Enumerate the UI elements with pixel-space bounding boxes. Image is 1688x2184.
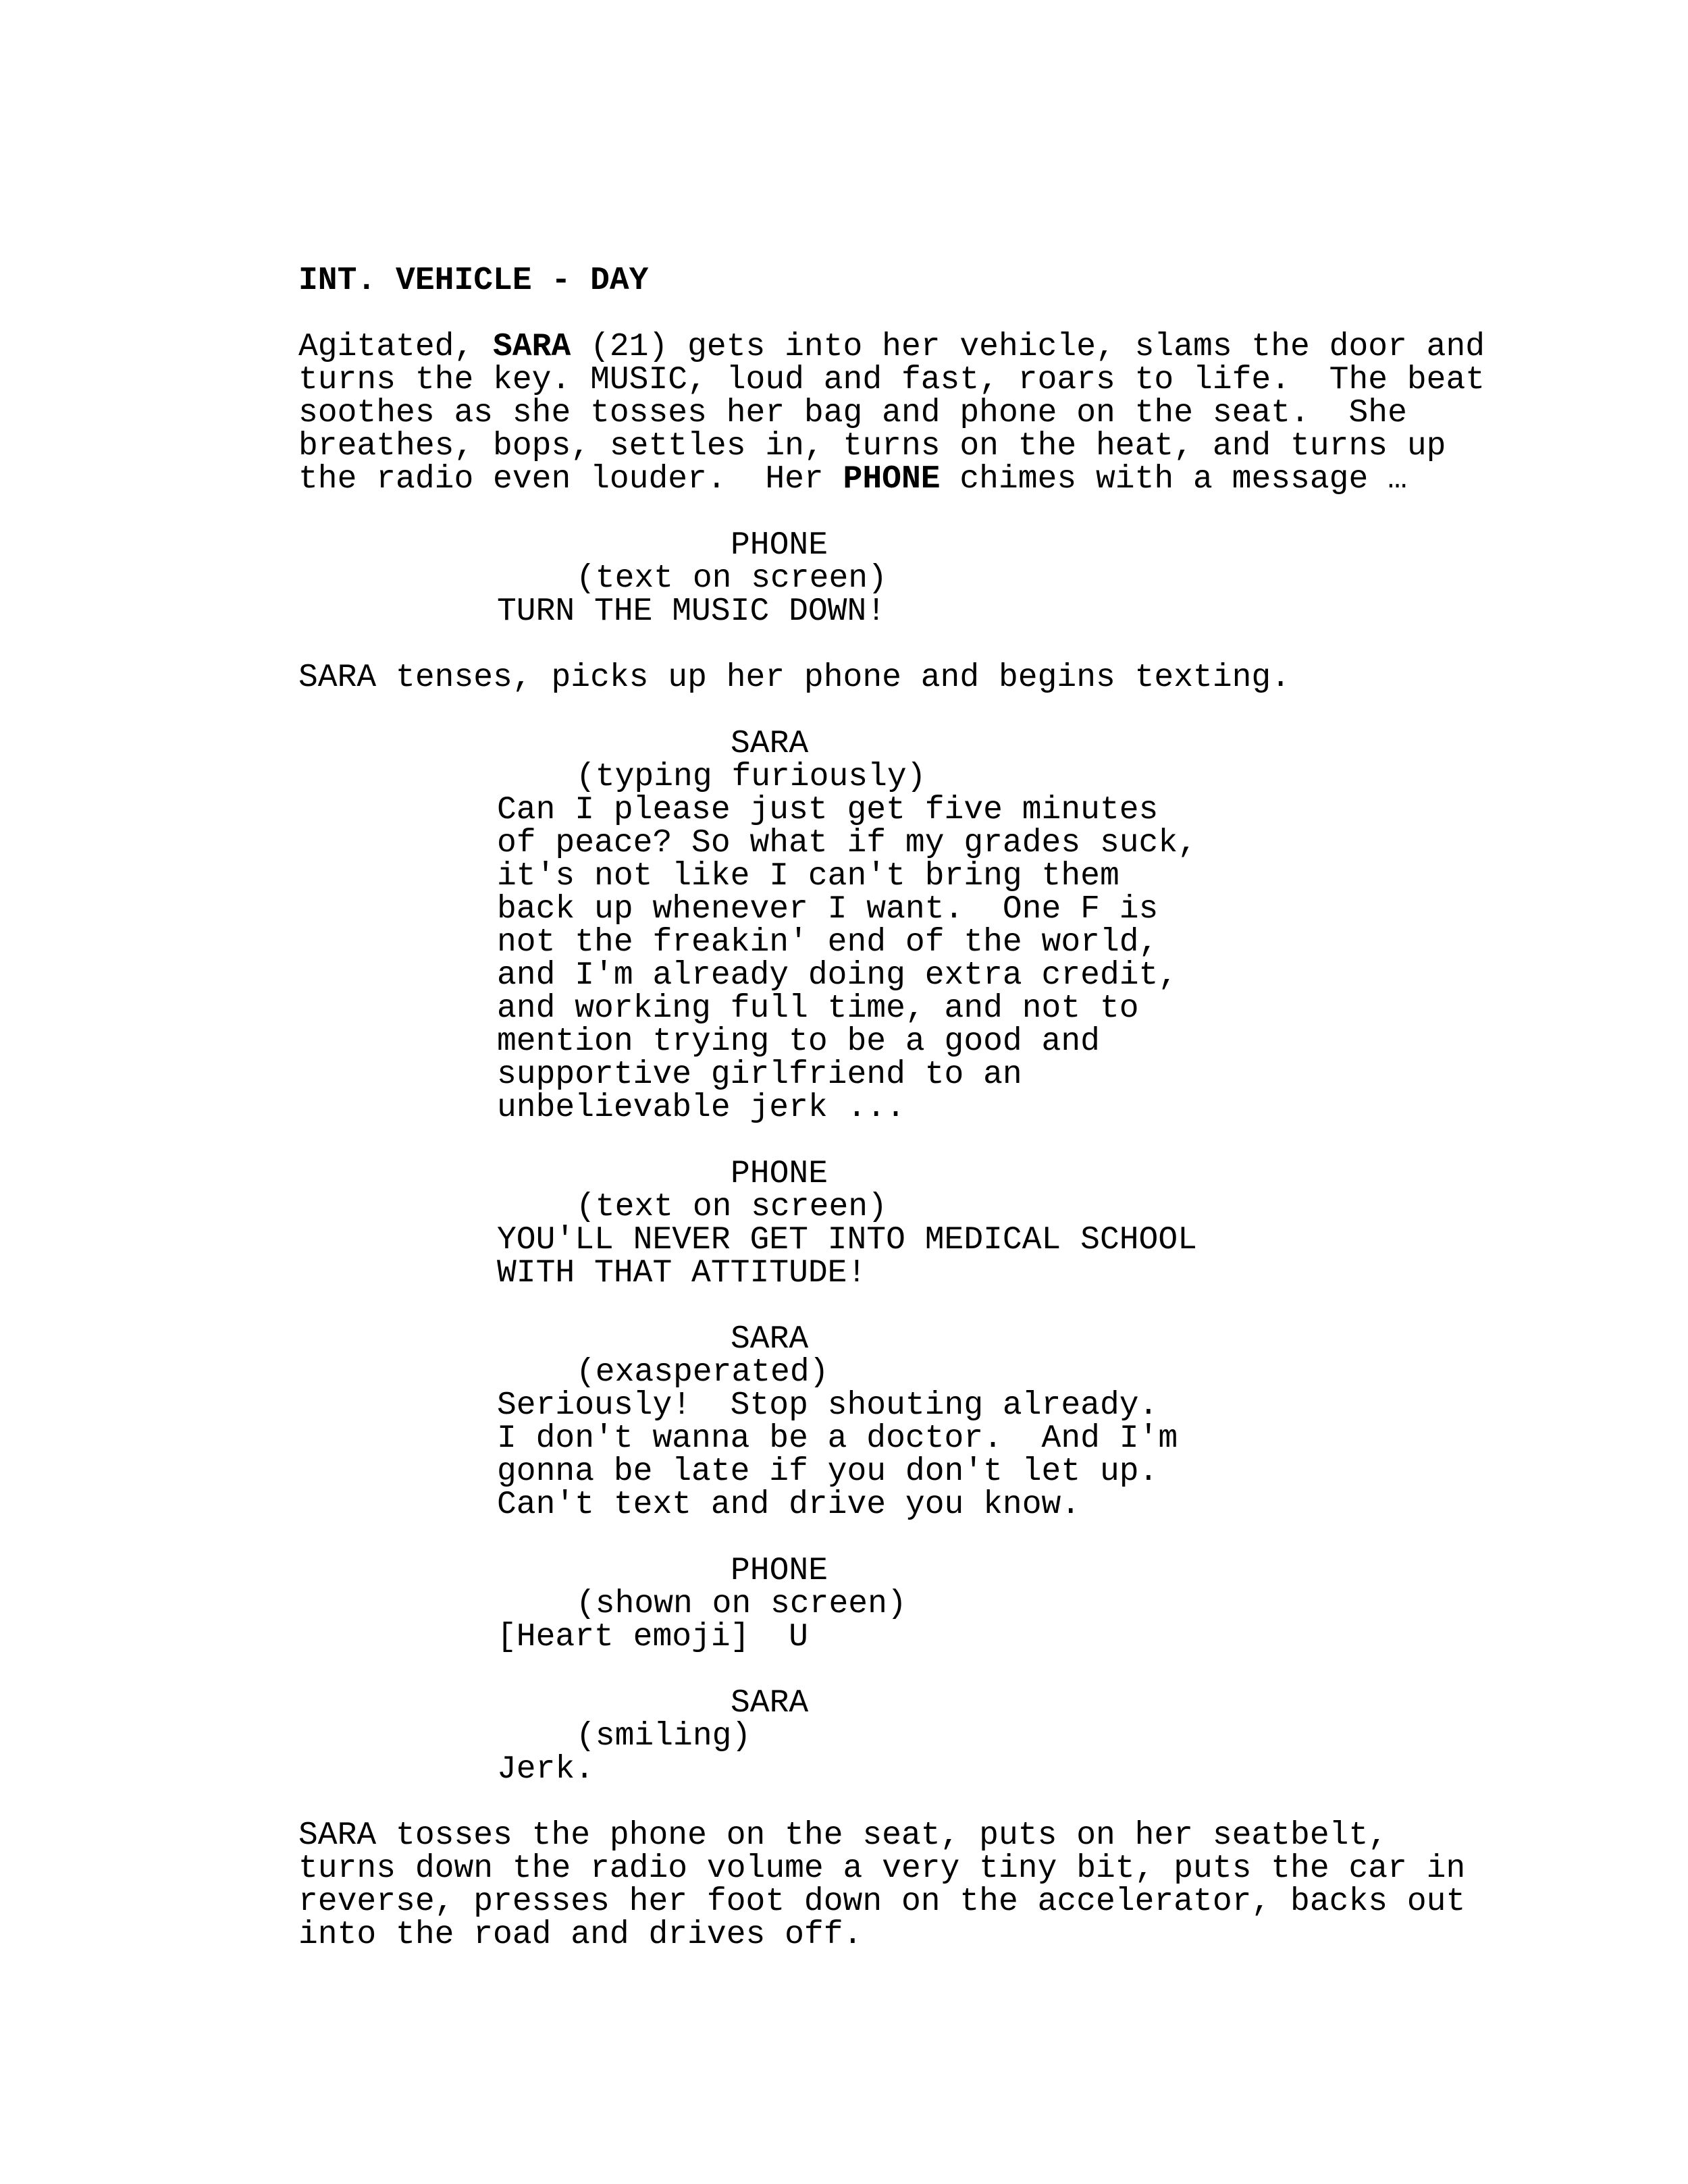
character-cue: SARA bbox=[731, 1321, 809, 1358]
action-text: Agitated, bbox=[298, 329, 494, 365]
dialogue-line: WITH THAT ATTITUDE! bbox=[497, 1255, 867, 1291]
dialogue-line: Jerk. bbox=[497, 1751, 595, 1788]
action-line: turns the key. MUSIC, loud and fast, roars to life. The beat bbox=[298, 362, 1485, 398]
scene-heading: INT. VEHICLE - DAY bbox=[298, 263, 649, 299]
action-line: breathes, bops, settles in, turns on the heat, and turns up bbox=[298, 428, 1446, 464]
character-intro-sara: SARA bbox=[493, 329, 571, 365]
parenthetical: (text on screen) bbox=[576, 560, 887, 597]
parenthetical: (text on screen) bbox=[576, 1189, 887, 1225]
action-line bbox=[298, 463, 1407, 496]
character-cue: PHONE bbox=[731, 527, 828, 564]
dialogue-line: not the freakin' end of the world, bbox=[497, 924, 1159, 961]
dialogue-line: mention trying to be a good and bbox=[497, 1023, 1100, 1060]
dialogue-line: Can't text and drive you know. bbox=[497, 1487, 1081, 1523]
action-line: reverse, presses her foot down on the accelerator, backs out bbox=[298, 1884, 1466, 1920]
character-cue: SARA bbox=[731, 1685, 809, 1722]
dialogue-line: supportive girlfriend to an bbox=[497, 1057, 1022, 1093]
dialogue-line: it's not like I can't bring them bbox=[497, 858, 1119, 895]
dialogue-line: unbelievable jerk ... bbox=[497, 1090, 905, 1126]
action-line: SARA tosses the phone on the seat, puts on her seatbelt, bbox=[298, 1817, 1388, 1854]
parenthetical: (exasperated) bbox=[576, 1354, 829, 1391]
dialogue-line: back up whenever I want. One F is bbox=[497, 891, 1159, 928]
dialogue-line: TURN THE MUSIC DOWN! bbox=[497, 593, 887, 630]
action-line: turns down the radio volume a very tiny bit, puts the car in bbox=[298, 1850, 1466, 1887]
dialogue-line: I don't wanna be a doctor. And I'm bbox=[497, 1420, 1178, 1457]
parenthetical: (smiling) bbox=[576, 1718, 751, 1755]
dialogue-line: Can I please just get five minutes bbox=[497, 792, 1159, 828]
character-cue: PHONE bbox=[731, 1553, 828, 1589]
action-line: into the road and drives off. bbox=[298, 1917, 863, 1953]
parenthetical: (typing furiously) bbox=[576, 759, 926, 795]
action-text: the radio even louder. Her bbox=[298, 461, 843, 498]
dialogue-line: Seriously! Stop shouting already. bbox=[497, 1387, 1159, 1424]
dialogue-line: and I'm already doing extra credit, bbox=[497, 957, 1178, 994]
character-cue: PHONE bbox=[731, 1156, 828, 1192]
action-text: (21) gets into her vehicle, slams the door and bbox=[571, 329, 1485, 365]
dialogue-line: of peace? So what if my grades suck, bbox=[497, 825, 1197, 861]
dialogue-line: [Heart emoji] U bbox=[497, 1619, 808, 1655]
action-line bbox=[298, 331, 1485, 364]
dialogue-line: and working full time, and not to bbox=[497, 990, 1139, 1027]
dialogue-line: YOU'LL NEVER GET INTO MEDICAL SCHOOL bbox=[497, 1222, 1197, 1258]
character-intro-phone: PHONE bbox=[843, 461, 941, 498]
action-text: chimes with a message … bbox=[940, 461, 1407, 498]
dialogue-line: gonna be late if you don't let up. bbox=[497, 1454, 1159, 1490]
character-cue: SARA bbox=[731, 726, 809, 762]
parenthetical: (shown on screen) bbox=[576, 1586, 907, 1622]
action-line: soothes as she tosses her bag and phone on the seat. She bbox=[298, 395, 1407, 431]
action-line: SARA tenses, picks up her phone and begins texting. bbox=[298, 660, 1291, 696]
